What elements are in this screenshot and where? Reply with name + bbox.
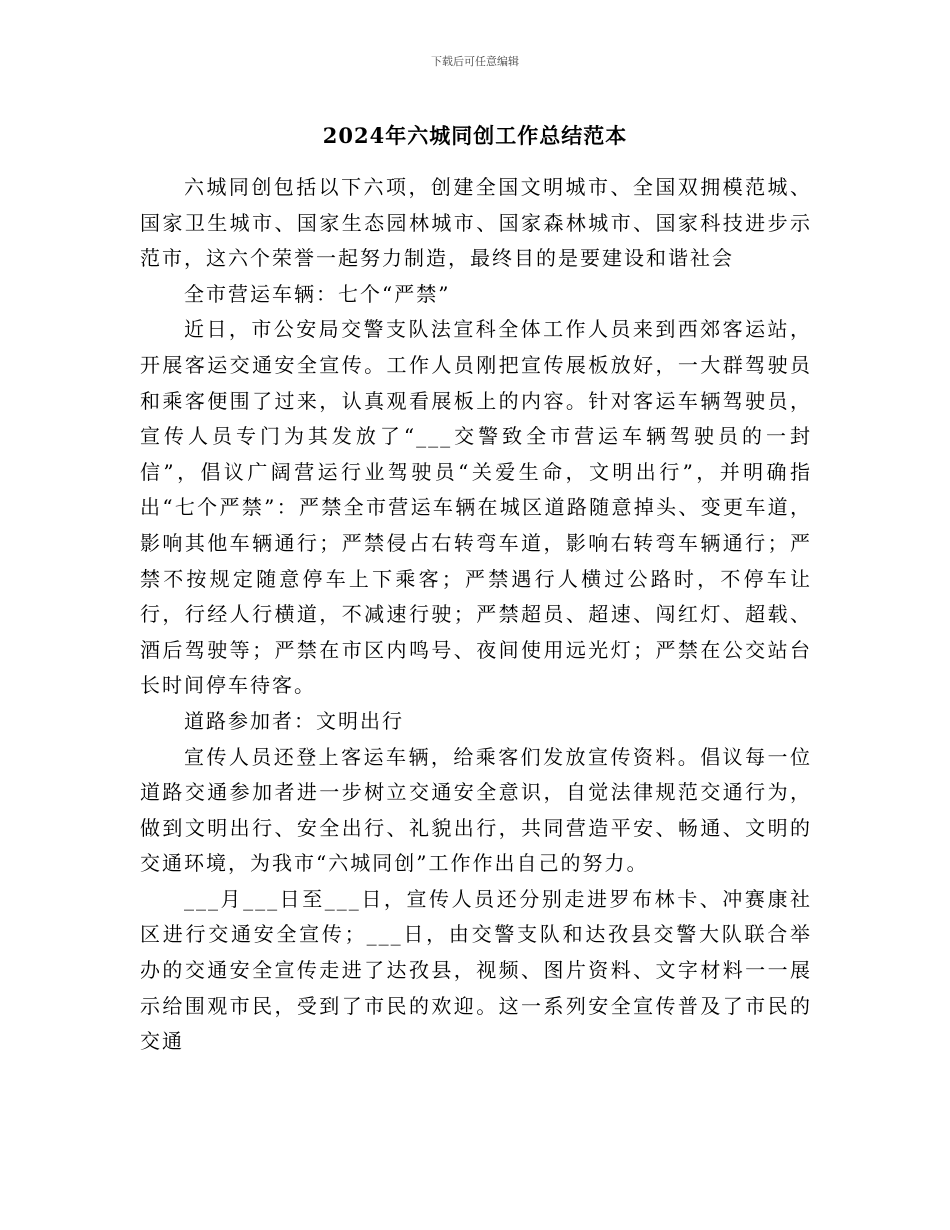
document-title: 2024年六城同创工作总结范本 — [322, 123, 628, 148]
section-heading-road-users: 道路参加者：文明出行 — [184, 708, 404, 733]
header-note: 下载后可任意编辑 — [431, 55, 519, 68]
paragraph-events: ___月___日至___日，宣传人员还分别走进罗布林卡、冲赛康社区进行交通安全宣传；___日，由交警支队和达孜县交警大队联合举办的交通安全宣传走进了达孜县，视频、图片资料、文字材料一一展示给围观市民，受到了市民的欢迎。这一系列安全宣传普及了市民的交通 — [140, 886, 812, 1054]
paragraph-vehicles: 近日，市公安局交警支队法宣科全体工作人员来到西郊客运站，开展客运交通安全宣传。工作人员刚把宣传展板放好，一大群驾驶员和乘客便围了过来，认真观看展板上的内容。针对客运车辆驾驶员，宣传人员专门为其发放了“___交警致全市营运车辆驾驶员的一封信”，倡议广阔营运行业驾驶员“关爱生命，文明出行”，并明确指出“七个严禁”：严禁全市营运车辆在城区道路随意掉头、变更车道，影响其他车辆通行；严禁侵占右转弯车道，影响右转弯车辆通行；严禁不按规定随意停车上下乘客；严禁遇行人横过公路时，不停车让行，行经人行横道，不减速行驶；严禁超员、超速、闯红灯、超载、酒后驾驶等；严禁在市区内鸣号、夜间使用远光灯；严禁在公交站台长时间停车待客。 — [140, 317, 812, 698]
section-heading-vehicles: 全市营运车辆：七个“严禁” — [184, 281, 451, 306]
paragraph-road-users: 宣传人员还登上客运车辆，给乘客们发放宣传资料。倡议每一位道路交通参加者进一步树立交通安全意识，自觉法律规范交通行为，做到文明出行、安全出行、礼貌出行，共同营造平安、畅通、文明的交通环境，为我市“六城同创”工作作出自己的努力。 — [140, 744, 812, 876]
paragraph-intro: 六城同创包括以下六项，创建全国文明城市、全国双拥模范城、国家卫生城市、国家生态园林城市、国家森林城市、国家科技进步示范市，这六个荣誉一起努力制造，最终目的是要建设和谐社会 — [140, 175, 812, 271]
document-body — [140, 170, 812, 1060]
